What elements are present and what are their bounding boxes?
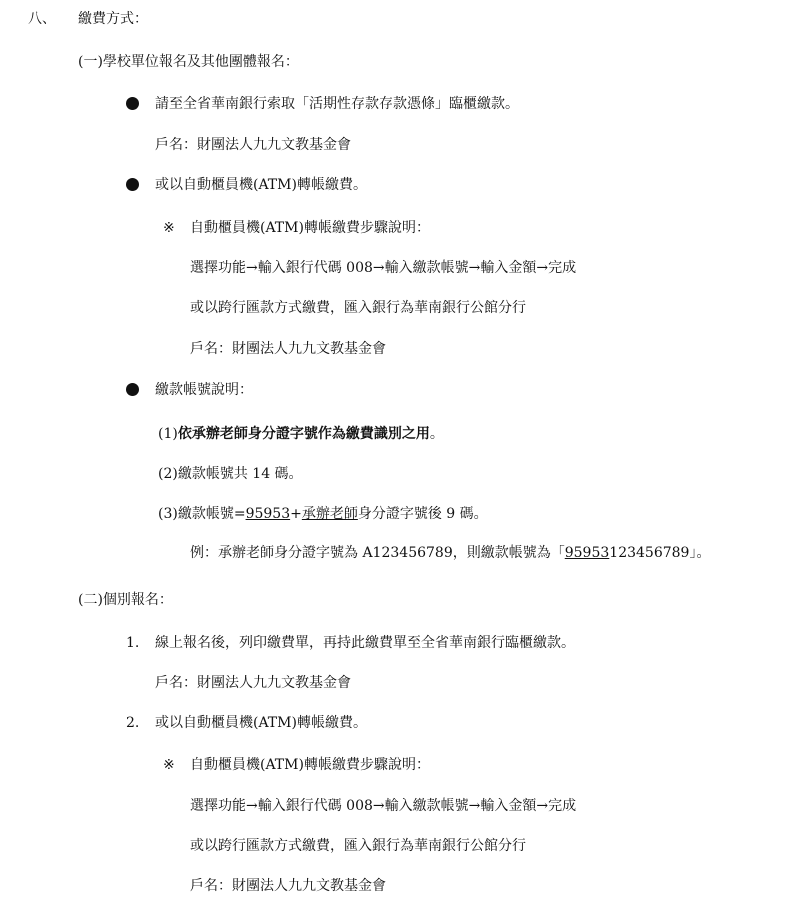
account-example <box>190 544 710 562</box>
part1-item2-text: 或以自動櫃員機(ATM)轉帳繳費。 <box>155 177 367 193</box>
part1-item2-steps: 選擇功能→輸入銀行代碼 008→輸入繳款帳號→輸入金額→完成 <box>190 260 577 276</box>
reference-mark-icon: ※ <box>163 220 175 236</box>
bullet-icon <box>126 97 139 110</box>
part2-item2-note-title: 自動櫃員機(ATM)轉帳繳費步驟說明： <box>190 757 430 773</box>
account-note-1-num: (1) <box>158 426 178 442</box>
account-note-2: (2)繳款帳號共 14 碼。 <box>158 466 303 482</box>
reference-mark-icon: ※ <box>163 757 175 773</box>
part1-item2-alt: 或以跨行匯款方式繳費，匯入銀行為華南銀行公館分行 <box>190 300 526 316</box>
account-example-rest: 123456789 <box>609 545 690 561</box>
account-prefix-code: 95953 <box>245 506 291 522</box>
part1-item2-note-title: 自動櫃員機(ATM)轉帳繳費步驟說明： <box>190 220 430 236</box>
part2-item2-num: 2. <box>126 715 140 731</box>
section-title: 繳費方式： <box>78 11 148 27</box>
part2-item2-alt: 或以跨行匯款方式繳費，匯入銀行為華南銀行公館分行 <box>190 838 526 854</box>
account-note-3-rest: 身分證字號後 9 碼。 <box>357 506 488 522</box>
account-note-1 <box>158 425 444 443</box>
part2-item2-account: 戶名：財團法人九九文教基金會 <box>190 878 386 894</box>
part2-item1-account: 戶名：財團法人九九文教基金會 <box>155 675 351 691</box>
account-example-prefix: 例：承辦老師身分證字號為 A123456789，則繳款帳號為「 <box>190 545 565 561</box>
part2-item1-text: 線上報名後，列印繳費單，再持此繳費單至全省華南銀行臨櫃繳款。 <box>155 635 575 651</box>
account-note-3-plus: + <box>290 506 302 522</box>
section-number: 八、 <box>28 11 56 27</box>
bullet-icon <box>126 383 139 396</box>
bullet-icon <box>126 178 139 191</box>
account-note-3 <box>158 505 488 523</box>
account-note-3-teacher: 承辦老師 <box>301 506 358 522</box>
part1-item1-account: 戶名：財團法人九九文教基金會 <box>155 137 351 153</box>
account-note-1-text: 依承辦老師身分證字號作為繳費識別之用 <box>177 426 430 442</box>
part2-item2-steps: 選擇功能→輸入銀行代碼 008→輸入繳款帳號→輸入金額→完成 <box>190 798 577 814</box>
part2-item1-num: 1. <box>126 635 140 651</box>
part1-item2-account: 戶名：財團法人九九文教基金會 <box>190 341 386 357</box>
account-example-code: 95953 <box>564 545 610 561</box>
part1-heading: (一)學校單位報名及其他團體報名： <box>78 54 299 70</box>
part1-item1-text: 請至全省華南銀行索取「活期性存款存款憑條」臨櫃繳款。 <box>155 96 519 112</box>
part2-item2-text: 或以自動櫃員機(ATM)轉帳繳費。 <box>155 715 367 731</box>
account-note-3-prefix: (3)繳款帳號= <box>158 506 246 522</box>
account-example-end: 」。 <box>689 545 711 561</box>
part2-heading: (二)個別報名： <box>78 592 173 608</box>
account-note-1-end: 。 <box>429 426 444 442</box>
part1-item3-text: 繳款帳號說明： <box>155 382 253 398</box>
